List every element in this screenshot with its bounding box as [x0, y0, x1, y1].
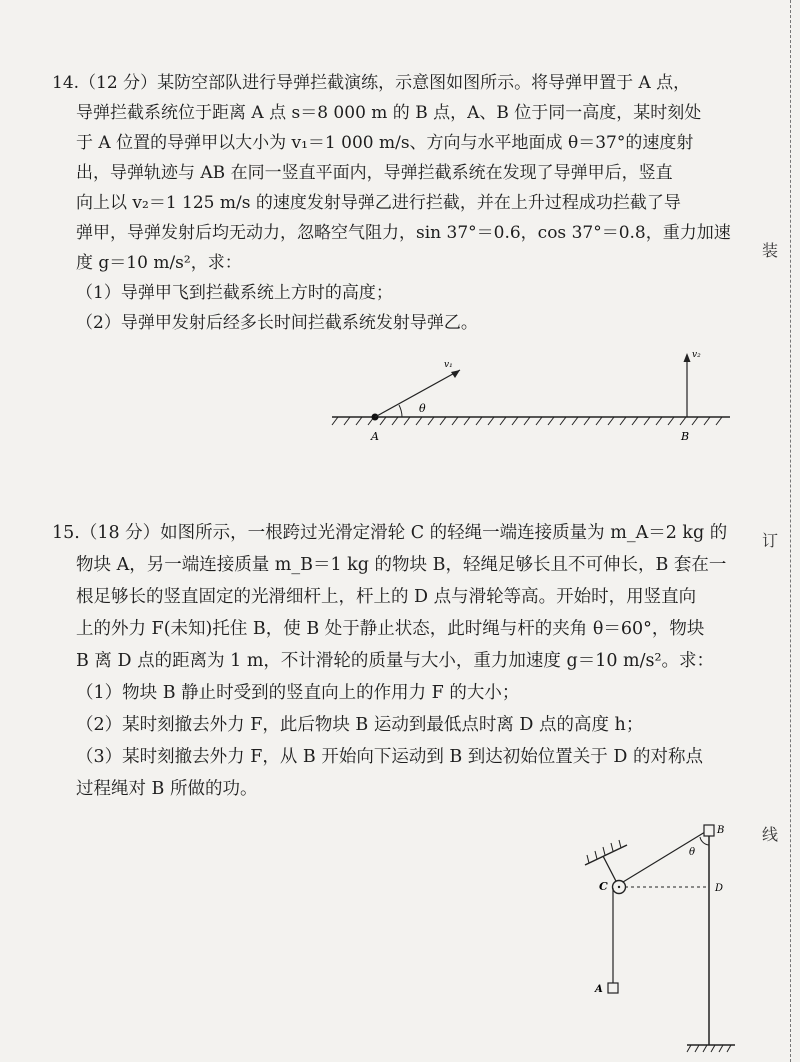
rod-base-ground [687, 1045, 735, 1052]
problem-15-figure [575, 815, 755, 1060]
label-v2: v₂ [692, 350, 701, 360]
problem-14-line: 弹甲，导弹发射后均无动力，忽略空气阻力，sin 37°＝0.6，cos 37°＝0.8，重力加速 [76, 223, 731, 243]
problem-15-subquestion-1: （1）物块 B 静止时受到的竖直向上的作用力 F 的大小； [76, 683, 520, 703]
problem-14-line: 导弹拦截系统位于距离 A 点 s＝8 000 m 的 B 点，A、B 位于同一高度，某时刻处 [76, 103, 702, 123]
theta-arc [399, 405, 402, 417]
problem-14-line: 出，导弹轨迹与 AB 在同一竖直平面内，导弹拦截系统在发现了导弹甲后，竖直 [76, 163, 673, 183]
problem-14-line: 向上以 v₂＝1 125 m/s 的速度发射导弹乙进行拦截，并在上升过程成功拦截了导 [76, 193, 681, 213]
label-C-15: C [599, 880, 608, 893]
velocity-v2-arrowhead [684, 353, 691, 362]
problem-14-line: 14.（12 分）某防空部队进行导弹拦截演练，示意图如图所示。将导弹甲置于 A 点， [52, 73, 691, 93]
label-theta: θ [419, 402, 426, 415]
label-theta-15: θ [689, 847, 696, 858]
problem-15-line: 物块 A，另一端连接质量 m_B＝1 kg 的物块 B，轻绳足够长且不可伸长，B 套在一 [76, 555, 727, 575]
margin-label-xian: 线 [762, 825, 779, 844]
problem-15-line: 15.（18 分）如图所示，一根跨过光滑定滑轮 C 的轻绳一端连接质量为 m_A＝2 kg 的 [52, 523, 728, 543]
block-A [608, 983, 618, 993]
label-D-15: D [715, 883, 724, 894]
problem-15-line: 上的外力 F(未知)托住 B，使 B 处于静止状态，此时绳与杆的夹角 θ＝60°，物块 [76, 619, 705, 639]
margin-label-zhuang: 装 [762, 241, 779, 260]
problem-14-subquestion-2: （2）导弹甲发射后经多长时间拦截系统发射导弹乙。 [76, 313, 478, 333]
problem-14-line: 于 A 位置的导弹甲以大小为 v₁＝1 000 m/s、方向与水平地面成 θ＝37°的速度射 [76, 133, 694, 153]
velocity-v1-arrow [375, 370, 460, 417]
label-B-15: B [717, 825, 725, 836]
velocity-v1-arrowhead [451, 370, 460, 378]
problem-15-subquestion-2: （2）某时刻撤去外力 F，此后物块 B 运动到最低点时离 D 点的高度 h； [76, 715, 644, 735]
problem-15 [52, 517, 757, 805]
label-v1: v₁ [444, 360, 453, 370]
label-A-15: A [595, 984, 603, 995]
ground-line [332, 417, 730, 425]
problem-15-line: 过程绳对 B 所做的功。 [76, 779, 258, 799]
problem-14-figure [330, 345, 740, 450]
label-A: A [371, 430, 379, 443]
theta-arc-15 [700, 837, 709, 845]
label-B: B [681, 430, 690, 443]
margin-label-ding: 订 [762, 531, 779, 550]
problem-14 [52, 68, 757, 338]
block-B [704, 825, 714, 836]
problem-15-line: B 离 D 点的距离为 1 m，不计滑轮的质量与大小，重力加速度 g＝10 m/s²。求： [76, 651, 715, 671]
binding-dashed-line [790, 0, 791, 1062]
problem-15-subquestion-3: （3）某时刻撤去外力 F，从 B 开始向下运动到 B 到达初始位置关于 D 的对称点 [76, 747, 703, 767]
problem-14-subquestion-1: （1）导弹甲飞到拦截系统上方时的高度； [76, 283, 393, 303]
problem-15-line: 根足够长的竖直固定的光滑细杆上，杆上的 D 点与滑轮等高。开始时，用竖直向 [76, 587, 697, 607]
problem-14-line: 度 g＝10 m/s²，求： [76, 253, 242, 273]
